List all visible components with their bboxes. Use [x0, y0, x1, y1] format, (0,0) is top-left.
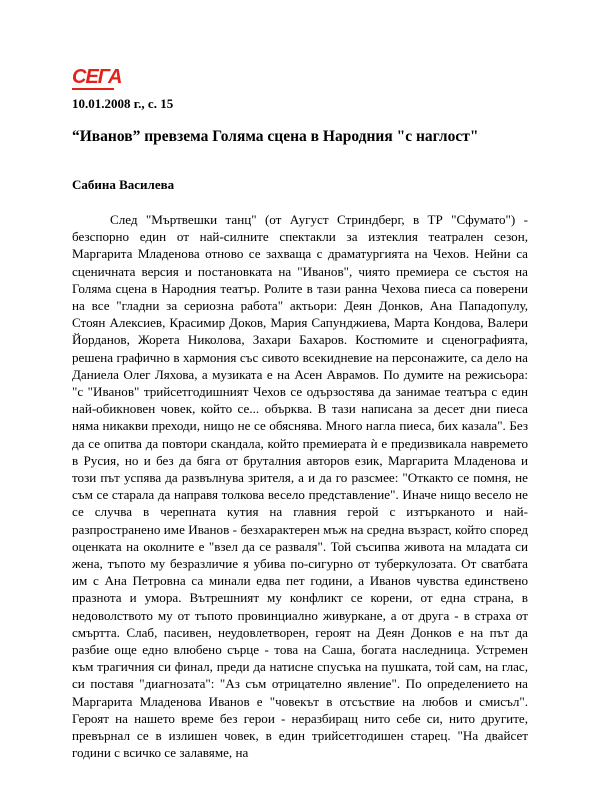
logo-wordmark: СЕГА — [72, 66, 122, 88]
logo-underline — [72, 88, 114, 90]
newspaper-logo — [72, 66, 122, 91]
article-body: След "Мъртвешки танц" (от Аугуст Стриндберг, в ТР "Сфумато") - безспорно един от най-силните спектакли за изтеклия театрален сезон, Маргарита Младенова отново се захваща с драматургията на Чехов. Нейни са сценичната версия и постановката на "Иванов", чиято премиера се състоя на Голяма сцена в Народния театър. Ролите в тази ранна Чехова пиеса са поверени на все "гладни за сериозна работа" актьори: Деян Донков, Ана Пападопулу, Стоян Алексиев, Красимир Доков, Мария Сапунджиева, Марта Кондова, Валери Йорданов, Жорета Николова, Захари Бахаров. Костюмите и сценографията, решена графично в хармония със сивото всекидневие на персонажите, са дело на Даниела Олег Ляхова, а музиката е на Асен Аврамов. По думите на режисьора: "с "Иванов" трийсетгодишният Чехов се одързостява да занимае театъра с един най-обикновен човек, който се... обърква. В тази написана за десет дни пиеса няма никакви преходи, нищо не се обяснява. Много нагла пиеса, бих казала". Без да се опитва да повтори скандала, който премиерата ѝ е предизвикала навремето в Русия, но и без да бяга от бруталния авторов език, Маргарита Младенова и този път успява да развълнува зрителя, а и да го разсмее: "Откакто се помня, не съм се старала да направя толкова весело представление". Иначе нищо весело не се случва в черепната кутия на главния герой с изтърканото и най-разпространено име Иванов - безхарактерен мъж на средна възраст, който според оценката на околните е "взел да се разваля". Той съсипва живота на младата си жена, тъпото му безразличие я убива по-сигурно от туберкулозата. От сватбата им с Ана Петровна са минали едва пет години, а Иванов чувства единствено празнота и умора. Вътрешният му конфликт се корени, от една страна, в недоволството му от тъпото провинциално живуркане, а от друга - в страха от смъртта. Слаб, пасивен, неудовлетворен, героят на Деян Донков е на път да разбие още едно влюбено сърце - това на Саша, богата наследница. Устремен към трагичния си финал, преди да натисне спусъка на пушката, той сам, на глас, си поставя "диагнозата": "Аз съм отрицателно явление". По определението на Маргарита Младенова Иванов е "човекът в отсъствие на любов и смисъл". Героят на нашето време без герои - неразбиращ нито себе си, нито другите, превърнал се в излишен човек, в един трийсетгодишен старец. "На двайсет години с всичко се залавяме, на — [72, 212, 528, 761]
issue-date-page: 10.01.2008 г., с. 15 — [72, 96, 174, 111]
article-headline: “Иванов” превзема Голяма сцена в Народния "с наглост" — [72, 128, 479, 145]
article-author: Сабина Василева — [72, 177, 175, 192]
